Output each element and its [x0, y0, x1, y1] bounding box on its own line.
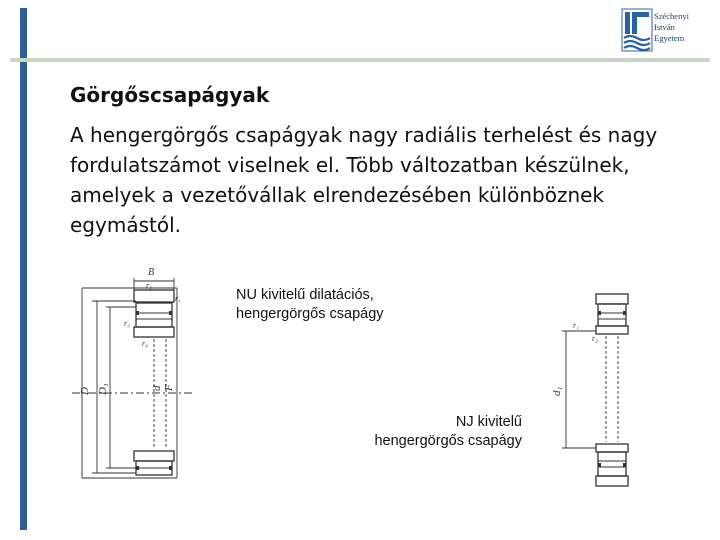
logo-line-2: István — [654, 22, 675, 32]
label-D1: D₁ — [97, 383, 109, 395]
nj-bearing-drawing — [548, 286, 638, 493]
label-F: F — [163, 384, 175, 391]
label-B: B — [148, 267, 155, 278]
nu-caption-line-1: NU kivitelű dilatációs, — [236, 287, 374, 303]
label-r1: r₁ — [573, 321, 579, 330]
label-r3: r₃ — [124, 319, 130, 328]
header-rule — [10, 58, 710, 62]
label-r2: r₂ — [146, 281, 152, 290]
nu-bearing-caption — [236, 286, 384, 324]
nu-caption-line-2: hengergörgős csapágy — [236, 306, 384, 322]
university-logo-text — [654, 11, 689, 44]
label-d: d — [151, 385, 163, 391]
label-D: D — [79, 387, 91, 395]
label-r1: r₁ — [175, 294, 181, 303]
label-r4: r₄ — [142, 339, 148, 348]
logo-line-1: Széchenyi — [654, 11, 689, 21]
nj-caption-line-2: hengergörgős csapágy — [374, 433, 522, 449]
accent-bar — [20, 8, 27, 530]
university-logo — [621, 8, 713, 58]
nj-caption-line-1: NJ kivitelű — [455, 414, 522, 430]
label-r2: r₂ — [592, 334, 598, 343]
nj-bearing-caption — [330, 413, 522, 451]
label-d1: d₁ — [551, 386, 563, 396]
logo-line-3: Egyetem — [654, 33, 685, 43]
university-logo-mark — [621, 8, 653, 52]
nu-bearing-drawing — [62, 263, 222, 496]
slide-body-text: A hengergörgős csapágyak nagy radiális terhelést és nagy fordulatszámot viselnek el. Több változatban készülnek, amelyek a vezetővállak elrendezésében különböznek egymástól. — [70, 123, 658, 237]
slide-title: Görgőscsapágyak — [70, 83, 270, 107]
